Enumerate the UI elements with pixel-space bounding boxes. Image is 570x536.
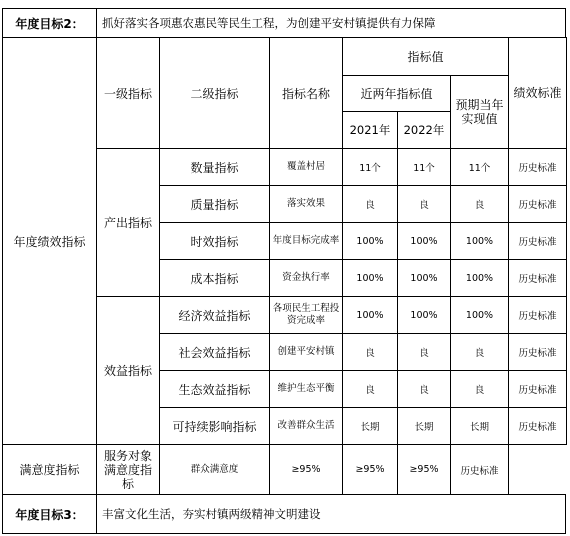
value-2021-cell: 良	[343, 371, 398, 408]
standard-cell: 历史标准	[509, 186, 567, 223]
annual-indicator-label: 年度绩效指标	[3, 38, 97, 445]
header-indicator-value: 指标值	[343, 38, 509, 76]
value-2022-cell: 100%	[398, 260, 451, 297]
value-2022-cell: 11个	[398, 149, 451, 186]
standard-cell: 历史标准	[509, 149, 567, 186]
standard-cell: 历史标准	[451, 445, 509, 495]
value-2022-cell: 良	[398, 186, 451, 223]
header-level1: 一级指标	[97, 38, 160, 149]
value-2022-cell: ≥95%	[343, 445, 398, 495]
level2-cell: 可持续影响指标	[160, 408, 270, 445]
group-output-label: 产出指标	[97, 149, 160, 297]
standard-cell: 历史标准	[509, 334, 567, 371]
level2-cell: 质量指标	[160, 186, 270, 223]
level2-cell: 生态效益指标	[160, 371, 270, 408]
standard-cell: 历史标准	[509, 223, 567, 260]
standard-cell: 历史标准	[509, 371, 567, 408]
value-2021-cell: ≥95%	[270, 445, 343, 495]
level2-cell: 社会效益指标	[160, 334, 270, 371]
expected-value-cell: ≥95%	[398, 445, 451, 495]
value-2022-cell: 长期	[398, 408, 451, 445]
header-level2: 二级指标	[160, 38, 270, 149]
expected-value-cell: 100%	[451, 297, 509, 334]
expected-value-cell: 良	[451, 186, 509, 223]
indicator-name-cell: 改善群众生活	[270, 408, 343, 445]
value-2021-cell: 良	[343, 334, 398, 371]
indicator-name-cell: 覆盖村居	[270, 149, 343, 186]
indicator-name-cell: 落实效果	[270, 186, 343, 223]
standard-cell: 历史标准	[509, 408, 567, 445]
expected-value-cell: 100%	[451, 223, 509, 260]
value-2021-cell: 100%	[343, 223, 398, 260]
value-2021-cell: 100%	[343, 260, 398, 297]
level2-cell: 服务对象满意度指标	[97, 445, 160, 495]
header-year-2021: 2021年	[343, 112, 398, 149]
level2-cell: 经济效益指标	[160, 297, 270, 334]
goal-3-row	[2, 494, 566, 534]
table-row	[3, 445, 567, 495]
header-year-2022: 2022年	[398, 112, 451, 149]
level2-cell: 成本指标	[160, 260, 270, 297]
indicator-name-cell: 年度目标完成率	[270, 223, 343, 260]
value-2021-cell: 100%	[343, 297, 398, 334]
standard-cell: 历史标准	[509, 297, 567, 334]
header-indicator-name: 指标名称	[270, 38, 343, 149]
indicator-name-cell: 资金执行率	[270, 260, 343, 297]
goal-2-row	[2, 8, 566, 38]
header-expected-value: 预期当年实现值	[451, 76, 509, 149]
level2-cell: 时效指标	[160, 223, 270, 260]
goal-2-text: 抓好落实各项惠农惠民等民生工程，为创建平安村镇提供有力保障	[102, 16, 436, 30]
group-benefit-label: 效益指标	[97, 297, 160, 445]
expected-value-cell: 良	[451, 334, 509, 371]
group-satisfaction-label: 满意度指标	[3, 445, 97, 495]
standard-cell: 历史标准	[509, 260, 567, 297]
goal-3-text: 丰富文化生活，夯实村镇两级精神文明建设	[102, 507, 321, 521]
expected-value-cell: 11个	[451, 149, 509, 186]
value-2021-cell: 良	[343, 186, 398, 223]
expected-value-cell: 良	[451, 371, 509, 408]
indicator-name-cell: 维护生态平衡	[270, 371, 343, 408]
value-2022-cell: 良	[398, 334, 451, 371]
header-performance-standard: 绩效标准	[509, 38, 567, 149]
expected-value-cell: 长期	[451, 408, 509, 445]
value-2021-cell: 长期	[343, 408, 398, 445]
value-2022-cell: 100%	[398, 223, 451, 260]
indicator-name-cell: 创建平安村镇	[270, 334, 343, 371]
indicator-name-cell: 各项民生工程投资完成率	[270, 297, 343, 334]
value-2021-cell: 11个	[343, 149, 398, 186]
performance-table	[2, 37, 567, 495]
indicator-name-cell: 群众满意度	[160, 445, 270, 495]
level2-cell: 数量指标	[160, 149, 270, 186]
goal-2-label: 年度目标2：	[3, 9, 97, 37]
value-2022-cell: 100%	[398, 297, 451, 334]
value-2022-cell: 良	[398, 371, 451, 408]
goal-3-label: 年度目标3：	[3, 495, 97, 533]
header-recent-two-years: 近两年指标值	[343, 76, 451, 112]
expected-value-cell: 100%	[451, 260, 509, 297]
